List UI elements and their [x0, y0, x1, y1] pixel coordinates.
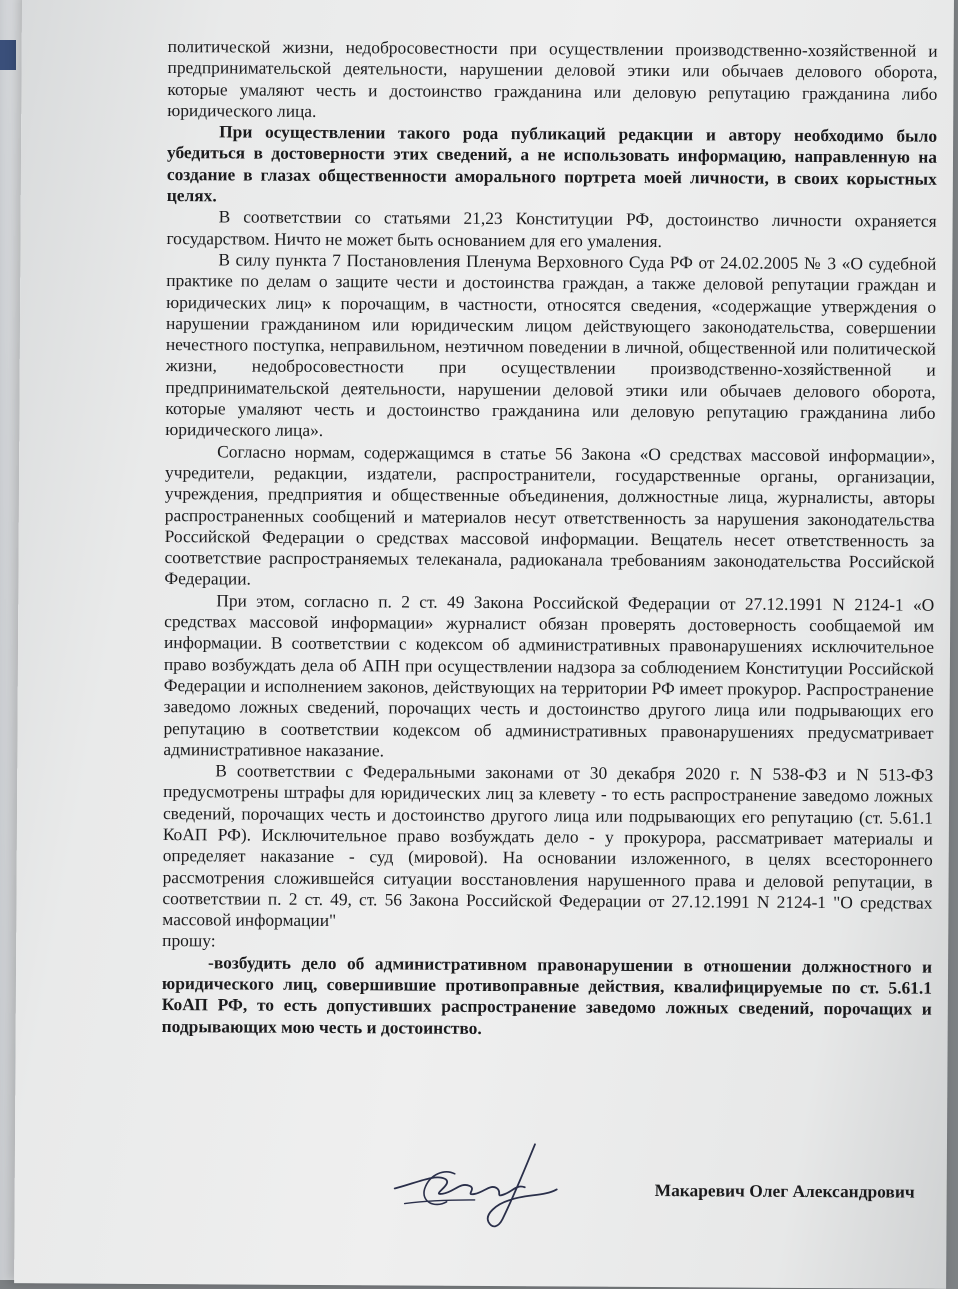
request-heading: прошу: [162, 930, 216, 951]
paragraph-continuation: политической жизни, недобросовестности при осуществлении производственно-хозяйственной и предпринимательской деятельности, нарушении деловой этики или обычаев делового оборота, которые умаляют честь и достоинство гражданина или деловую репутацию гражданина либо юридического лица. [167, 36, 938, 121]
document-sheet [14, 0, 954, 1289]
paragraph-plenum-resolution: В силу пункта 7 Постановления Пленума Верховного Суда РФ от 24.02.2005 № 3 «О судебной практике по делам о защите чести и достоинства граждан, а также деловой репутации граждан и юридических лиц» к порочащим, в частности, относятся сведения, «содержащие утверждения о нарушении гражданином или юридическим лицом действующего законодательства, совершении нечестного поступка, неправильном, неэтичном поведении в личной, общественной или политической жизни, недобросовестности при осуществлении производственно-хозяйственной и предпринимательской деятельности, нарушении деловой этики или обычаев делового оборота, которые умаляют честь и достоинство гражданина или деловую репутацию гражданина либо юридического лица». [165, 249, 937, 441]
signer-name: Макаревич Олег Александрович [654, 1180, 915, 1202]
paragraph-bold-statement: При осуществлении такого рода публикаций редакции и автору необходимо было убедиться в достоверности этих сведений, а не использовать информацию, направленную на создание в глазах общественности аморального портрета моей личности, в своих корыстных целях. [166, 121, 938, 206]
paragraph-constitution: В соответствии со статьями 21,23 Конституции РФ, достоинство личности охраняется государством. Ничто не может быть основанием для его умаления. [166, 206, 937, 251]
desk-object [0, 40, 16, 70]
signature-block [384, 1133, 945, 1246]
paragraph-media-law-article-56: Согласно нормам, содержащимся в статье 56 Закона «О средствах массовой информации», учредители, редакции, издатели, распространители, государственные органы, организации, учреждения, предприятия и общественные объединения, должностные лица, журналисты, авторы распространенных сообщений и материалов несут ответственность за нарушения законодательства Российской Федерации о средствах массовой информации. Вещатель несет ответственность за соответствие распространяемых телеканала, радиоканала требованиям законодательства Российской Федерации. [164, 440, 936, 589]
handwritten-signature [384, 1133, 575, 1234]
request-text: -возбудить дело об административном правонарушении в отношении должностного и юридического лиц, совершившие противоправные действия, квалифицируемые по ст. 5.61.1 КоАП РФ, то есть допустивших распространение заведомо ложных сведений, порочащих и подрывающих мою честь и достоинство. [161, 952, 933, 1038]
document-body [162, 36, 938, 1042]
paragraph-federal-laws: В соответствии с Федеральными законами от 30 декабря 2020 г. N 538-ФЗ и N 513-ФЗ предусмотрены штрафы для юридических лиц за клевету - то есть распространение заведомо ложных сведений, порочащих честь и достоинство другого лица или подрывающих его репутацию (ст. 5.61.1 КоАП РФ). Исключительное право возбуждать дело - у прокурора, рассматривает материалы и определяет наказание - суд (мировой). На основании изложенного, в целях всестороннего рассмотрения сложившейся ситуации восстановления нарушенного права и деловой репутации, в соответствии п. 2 ст. 49, ст. 56 Закона Российской Федерации от 27.12.1991 N 2124-1 "О средствах массовой информации" [162, 760, 934, 931]
paragraph-media-law-article-49: При этом, согласно п. 2 ст. 49 Закона Российской Федерации от 27.12.1991 N 2124-1 «О средствах массовой информации» журналист обязан проверять достоверность сообщаемой им информации. В соответствии с кодексом об административных правонарушениях исключительное право возбуждать дела об АПН при осуществлении надзора за соблюдением Конституции Российской Федерации и исполнением законов, действующих на территории РФ имеет прокурор. Распространение заведомо ложных сведений, порочащих честь и достоинство другого лица или подрывающих его репутацию в соответствии кодексом об административных правонарушениях предусматривает административное наказание. [163, 590, 935, 761]
